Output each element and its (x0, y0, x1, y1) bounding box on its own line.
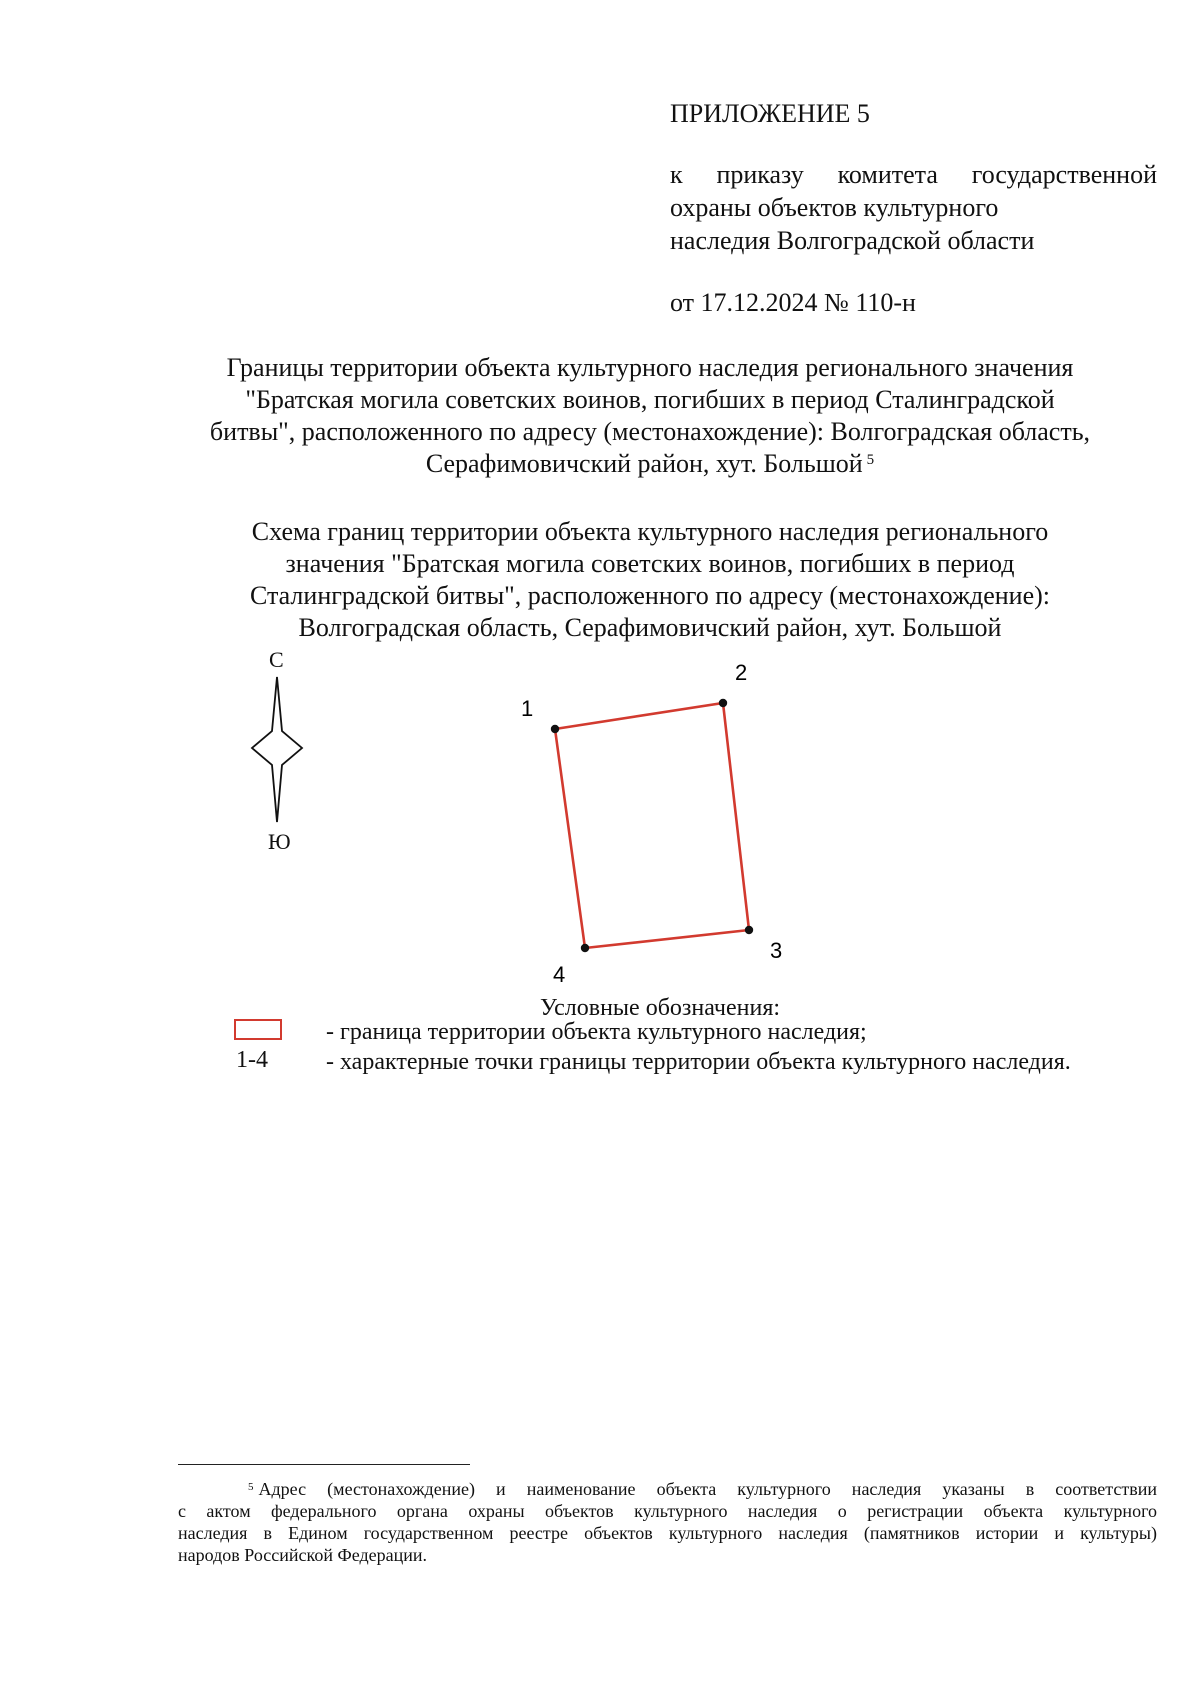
scheme-title-line: Сталинградской битвы", расположенного по адресу (местонахождение): (249, 581, 1051, 610)
territory-boundary (555, 703, 749, 948)
title-footnote-marker: 5 (866, 452, 875, 468)
footnote-line: наследия в Едином государственном реестре объектов культурного наследия (памятников истории и культуры) (178, 1523, 1157, 1543)
annex-ref-line: к приказу комитета государственной (670, 160, 1157, 189)
footnote-line (178, 1478, 1157, 1500)
point-label-3: 3 (770, 938, 783, 963)
title-line: битвы", расположенного по адресу (местонахождение): Волгоградская область, (209, 417, 1091, 446)
point-label-4: 4 (553, 962, 566, 987)
boundary-point-3 (745, 926, 753, 934)
scheme-title-line: Схема границ территории объекта культурного наследия регионального (251, 517, 1049, 546)
compass-north-label: С (269, 647, 284, 672)
footnote-line: народов Российской Федерации. (178, 1545, 427, 1565)
point-label-2: 2 (735, 660, 748, 685)
footnote (178, 1478, 1157, 1566)
legend-points-mark: 1-4 (236, 1047, 268, 1073)
annex-ref-line: охраны объектов культурного (670, 193, 999, 222)
annex-title: ПРИЛОЖЕНИЕ 5 (670, 99, 870, 128)
footnote-marker: 5 (248, 1481, 254, 1493)
legend-boundary-swatch (234, 1019, 282, 1040)
scheme-title-line: Волгоградская область, Серафимовичский район, хут. Большой (298, 613, 1002, 642)
annex-date-number: от 17.12.2024 № 110-н (670, 288, 916, 317)
compass-south-label: Ю (268, 829, 291, 854)
footnote-separator (178, 1464, 470, 1465)
legend-boundary-text: - граница территории объекта культурного наследия; (326, 1019, 867, 1045)
footnote-line: с актом федерального органа охраны объектов культурного наследия о регистрации объекта культурного (178, 1501, 1157, 1521)
footnote-line-text: Адрес (местонахождение) и наименование объекта культурного наследия указаны в соответствии (258, 1479, 1157, 1499)
annex-ref-line: наследия Волгоградской области (670, 226, 1035, 255)
title-line: "Братская могила советских воинов, погибших в период Сталинградской (245, 385, 1055, 414)
title-line-text: Серафимовичский район, хут. Большой (425, 449, 863, 478)
boundary-point-4 (581, 944, 589, 952)
legend-title: Условные обозначения: (540, 995, 781, 1021)
boundary-point-2 (719, 699, 727, 707)
point-label-1: 1 (521, 696, 534, 721)
legend-points-text: - характерные точки границы территории объекта культурного наследия. (326, 1049, 1071, 1075)
scheme-title-line: значения "Братская могила советских воинов, погибших в период (285, 549, 1015, 578)
title-line: Границы территории объекта культурного наследия регионального значения (226, 353, 1074, 382)
boundary-point-1 (551, 725, 559, 733)
